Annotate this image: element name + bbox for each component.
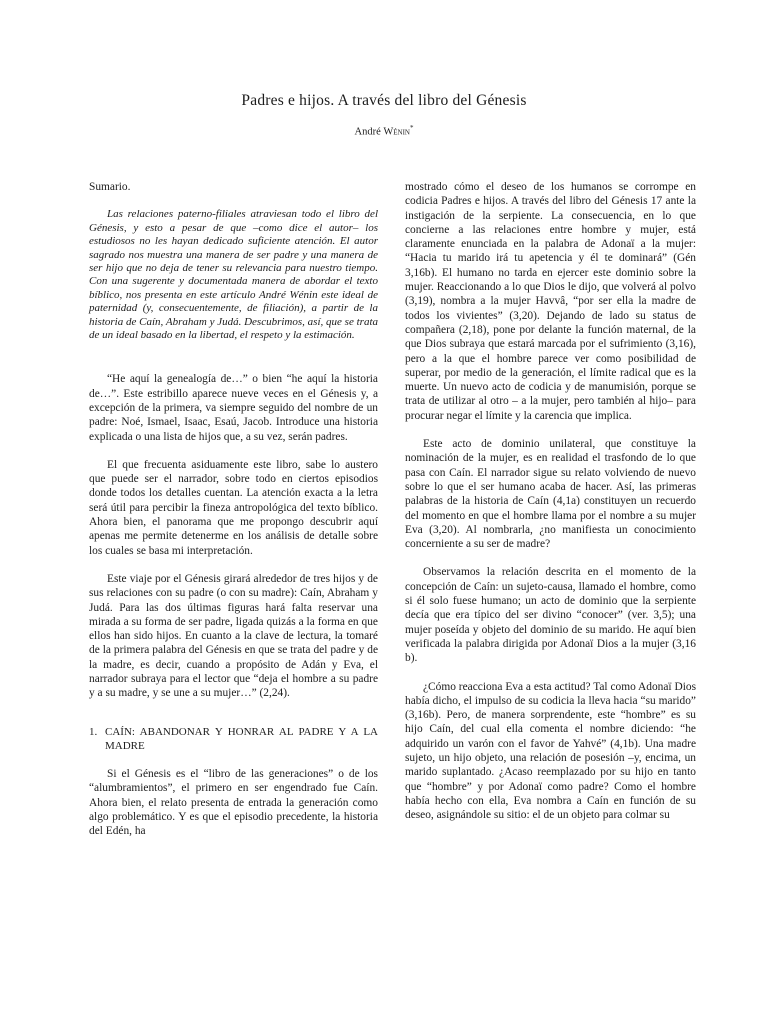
section-heading bbox=[89, 725, 378, 754]
body-paragraph: Este viaje por el Génesis girará alrededor de tres hijos y de sus relaciones con su padre (o con su madre): Caín, Abraham y Judá. Para las dos últimas figuras hará falta reservar una mirada a su forma de ser padre, ligada quizás a la forma en que ellos han sido hijos. En cuanto a la clave de lectura, la tomaré de la primera palabra del Génesis en que se trata del padre y de la madre, es decir, cuando a propósito de Adán y Eva, el narrador subraya para el lector que “deja el hombre a su padre y a su madre, y se une a su mujer…” (2,24). bbox=[89, 572, 378, 700]
article-title: Padres e hijos. A través del libro del Génesis bbox=[241, 92, 527, 109]
body-paragraph: El que frecuenta asiduamente este libro, sabe lo austero que puede ser el narrador, sobre todo en ciertos episodios donde todos los detalles cuentan. La atención exacta a la letra será útil para percibir la fineza antropológica del texto bíblico. Ahora bien, el panorama que me propongo descubrir aquí apenas me permite detenerme en los análisis de detalle sobre los cuales se basa mi interpretación. bbox=[89, 458, 378, 557]
body-paragraph: “He aquí la genealogía de…” o bien “he aquí la historia de…”. Este estribillo aparece nueve veces en el Génesis y, a excepción de la primera, va siempre seguido del nombre de un padre: Noé, Ismael, Isaac, Esaú, Jacob. Introduce una historia explicada o una lista de hijos que, a su vez, serán padres. bbox=[89, 373, 378, 443]
abstract: Las relaciones paterno-filiales atraviesan todo el libro del Génesis, y esto a pesar de que –como dice el autor– los estudiosos no les hayan dedicado suficiente atención. El autor sagrado nos muestra una manera de ser padre y una manera de ser hijo que no deja de tener su relevancia para nuestro tiempo. Con una sugerente y documentada manera de abordar el texto bíblico, nos presenta en este artículo André Wénin este ideal de paternidad (y, consecuentemente, de filiación), a partir de la historia de Caín, Abraham y Judá. Descubrimos, así, que se trata de un ideal basado en la libertad, el respeto y la estimación. bbox=[89, 208, 378, 341]
author-first-name: André bbox=[354, 126, 381, 138]
body-paragraph: Observamos la relación descrita en el momento de la concepción de Caín: un sujeto-causa, llamado el hombre, como si él solo fuese humano; un acto de dominio que la serpiente decía que era típico del ser divino “conocer” (ver. 3,5); una mujer poseída y objeto del dominio de su marido. He aquí bien verificada la palabra dirigida por Adonaï Dios a la mujer (3,16 b). bbox=[405, 566, 696, 665]
left-column bbox=[89, 180, 378, 853]
section-number: 1. bbox=[89, 725, 98, 738]
body-paragraph: Este acto de dominio unilateral, que constituye la nominación de la mujer, es en realidad el trasfondo de lo que pasa con Caín. El narrador sigue su relato volviendo de nuevo sobre lo que el ser humano acaba de hacer. Así, las primeras palabras de la historia de Caín (4,1a) constituyen un recuerdo del momento en que el hombre llama por el nombre a su mujer Eva (3,20). Al nombrarla, ¿no manifiesta un conocimiento concerniente a su ser de madre? bbox=[405, 438, 696, 551]
right-column bbox=[405, 180, 696, 836]
author-footnote-mark: * bbox=[410, 124, 414, 132]
author-last-name: Wénin bbox=[383, 126, 410, 138]
sumario-label: Sumario. bbox=[89, 181, 131, 193]
body-paragraph: mostrado cómo el deseo de los humanos se corrompe en codicia Padres e hijos. A través del libro del Génesis 17 ante la instigación de la serpiente. La consecuencia, en lo que concierne a las relaciones entre hombre y mujer, está claramente enunciada en la palabra de Adonaï a la mujer: “Hacia tu marido irá tu apetencia y él te dominará” (Gén 3,16b). El humano no tarda en ejercer este dominio sobre la mujer. Reaccionando a lo que Dios le dijo, que volverá al polvo (3,19), nombra a la mujer Havvâ, “por ser ella la madre de todos los vivientes” (3,20). Dejando de lado su status de compañera (2,18), pone por delante la función maternal, de la que Dios subraya que estará marcada por el sufrimiento (3,16), pero a la que el hombre parece ver como posibilidad de superar, por medio de la generación, el límite radical que es la muerte. Un nuevo acto de codicia y de manumisión, porque se trata de utilizar al otro – a la mujer, pero también al hijo– para procurar negar el límite y la carencia que implica. bbox=[405, 181, 696, 422]
body-paragraph: ¿Cómo reacciona Eva a esta actitud? Tal como Adonaï Dios había dicho, el impulso de su codicia la lleva hacia “su marido” (3,16b). Pero, de manera sorprendente, este “hombre” es su hijo Caín, del cual ella comenta el nombre diciendo: “he adquirido un varón con el favor de Yahvé” (4,1b). Una madre sujeto, un hijo objeto, una relación de posesión –y, encima, un marido suplantado. ¿Acaso reemplazado por su hijo en tanto que “hombre” y por Adonaï como padre? Como el hombre había hecho con ella, Eva nombra a Caín en función de su deseo, asignándole su sitio: el de un objeto para colmar su bbox=[405, 680, 696, 822]
author-line bbox=[0, 124, 768, 138]
section-title: CAÍN: ABANDONAR Y HONRAR AL PADRE Y A LA MADRE bbox=[105, 725, 378, 752]
body-paragraph: Si el Génesis es el “libro de las generaciones” o de los “alumbramientos”, el primero en ser engendrado fue Caín. Ahora bien, el relato presenta de entrada la generación como algo problemático. Y es que el episodio precedente, la historia del Edén, ha bbox=[89, 768, 378, 838]
